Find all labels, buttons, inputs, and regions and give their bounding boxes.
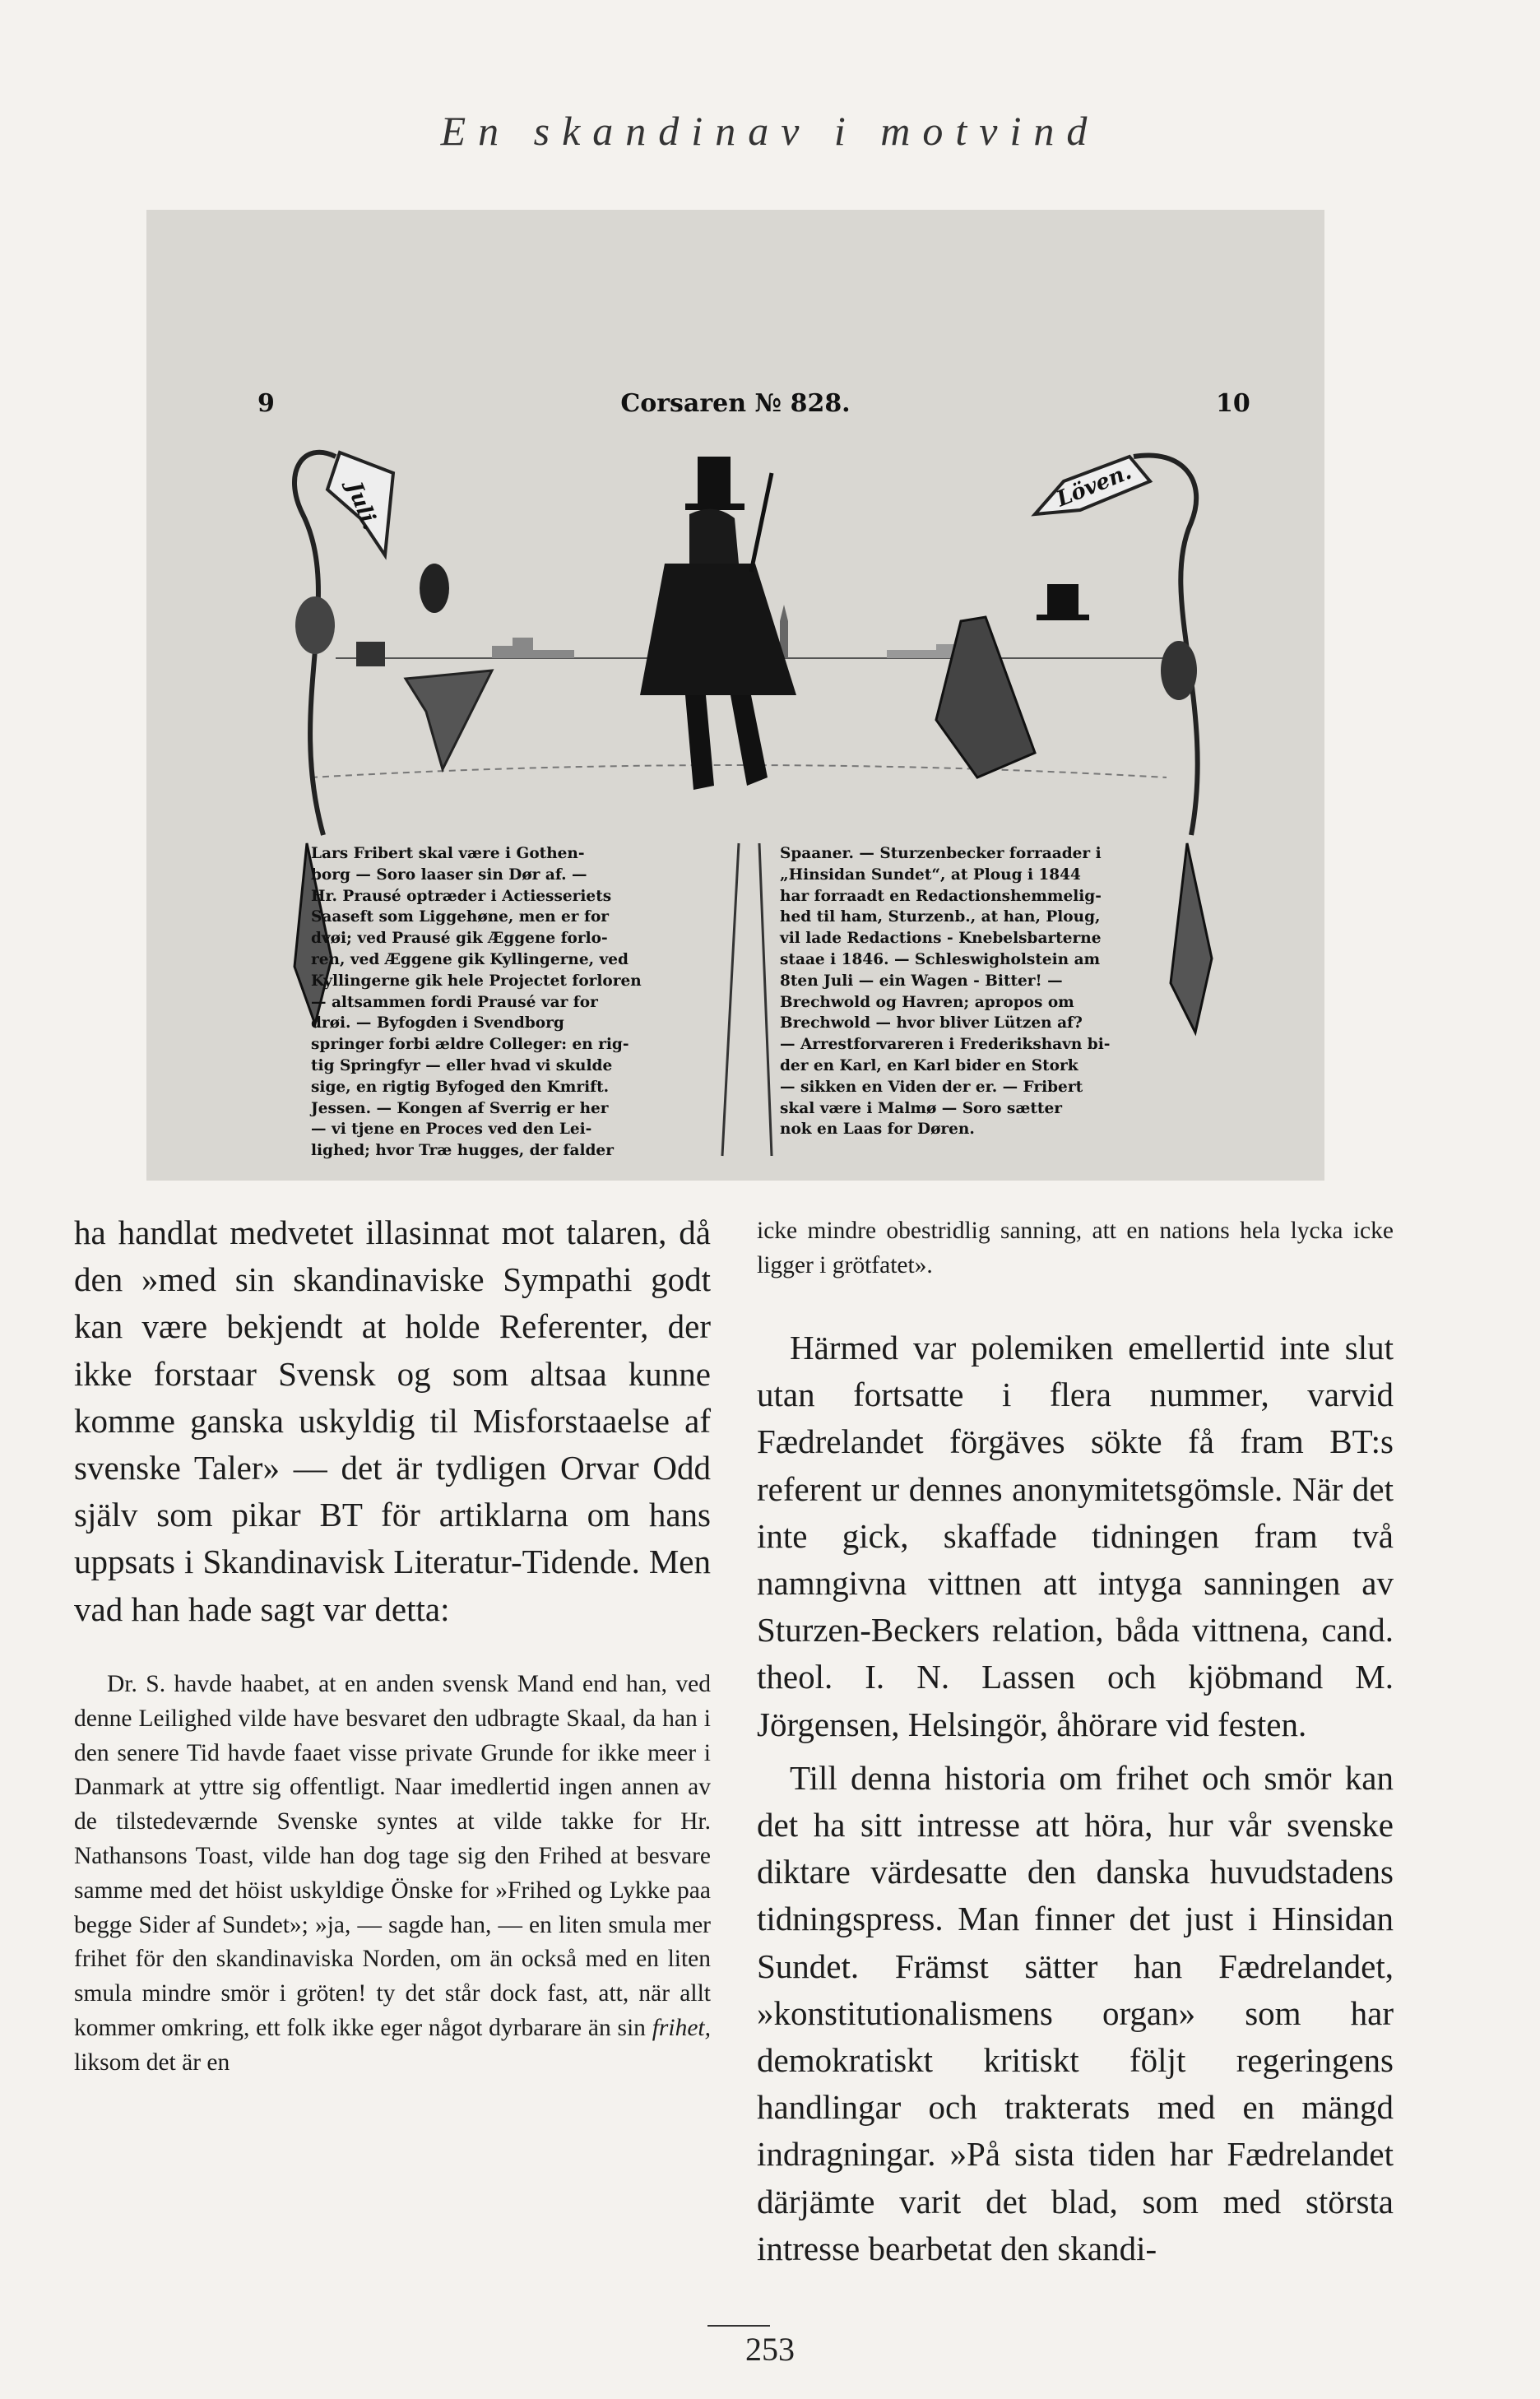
cartoon-line: Hr. Prausé optræder i Actiesseriets — [311, 887, 612, 905]
cartoon-text-left — [311, 843, 706, 1162]
left-column-paragraph — [74, 1209, 711, 1633]
paragraph-2: Härmed var polemiken emellertid inte slut utan fortsatte i flera nummer, varvid Fædrelandet förgäves sökte få fram BT:s referent ur dennes anonymitetsgömsle. När det inte gick, skaffade tidningen fram två namngivna vittnen att intyga sanningen av Sturzen-Beckers relation, båda vittnena, cand. theol. I. N. Lassen och kjöbmand M. Jörgensen, Helsingör, åhörare vid festen. — [757, 1329, 1394, 1743]
cartoon-line: 8ten Juli — ein Wagen - Bitter! — — [780, 972, 1063, 990]
cartoon-line: skal være i Malmø — Soro sætter — [780, 1099, 1062, 1117]
right-top-hat — [1047, 584, 1078, 617]
page-number: 253 — [745, 2331, 795, 2368]
cartoon-line: drøi. — Byfogden i Svendborg — [311, 1014, 564, 1032]
cartoon-line: lighed; hvor Træ hugges, der falder — [311, 1142, 614, 1160]
left-cloak — [406, 671, 492, 769]
cartoon-line: hed til ham, Sturzenb., at han, Ploug, — [780, 908, 1101, 926]
cartoon-line: Brechwold og Havren; apropos om — [780, 993, 1074, 1011]
cartoon-line: dvøi; ved Prausé gik Æggene forlo- — [311, 930, 608, 948]
figure-top-hat — [698, 457, 731, 506]
cartoon-line: der en Karl, en Karl bider en Stork — [780, 1056, 1078, 1074]
cartoon-line: vil lade Redactions - Knebelsbarterne — [780, 930, 1102, 948]
cartoon-line: borg — Soro laaser sin Dør af. — — [311, 865, 587, 884]
centre-divider-ornament — [722, 843, 772, 1156]
left-binoculars — [356, 642, 385, 666]
right-veil-cloth — [936, 617, 1035, 777]
quote-part-1: Dr. S. havde haabet, at en anden svensk Mand end han, ved denne Leilighed vilde have besvaret den udbragte Skaal, da han i den senere Tid havde faaet visse private Grunde for ikke meer i Danmark at yttre sig offentligt. Naar imedlertid ingen annen av de tilstedeværnde Svenske syntes at vilde takke for Hr. Nathansons Toast, vilde han dog tage sig den Frihed at besvare samme med det höist uskyldige Önske for »Frihed og Lykke paa begge Sider af Sundet»; »ja, — sagde han, — en liten smula mer frihet för den skandinaviska Norden, om än också med en liten smula mindre smör i gröten! ty det står dock fast, att, när allt kommer omkring, ett folk ikke eger något dyrbarare än sin — [74, 1671, 711, 2041]
figure-legs — [685, 695, 768, 790]
masthead-page-left: 9 — [257, 389, 275, 418]
masthead-title: Corsaren № 828. — [620, 389, 851, 418]
running-head: En skandinav i motvind — [440, 108, 1100, 154]
quote-italic-word: frihet, — [652, 2014, 711, 2041]
figure-coat — [640, 564, 796, 695]
right-umbrella — [1171, 843, 1212, 1032]
paragraph-3: Till denna historia om frihet och smör kan det ha sitt intresse att höra, hur vår svenske diktare värdesatte den danska huvudstadens tidningspress. Man finner det just i Hinsidan Sundet. Främst sätter han Fædrelandet, »konstitutionalismens organ» som har demokratiskt kritiskt följt regeringens handlingar och trakterats med en mängd indragningar. »På sista tiden har Fædrelandet därjämte varit det blad, som med största intresse bearbetat den skandi- — [757, 1758, 1394, 2267]
figure-hat-brim — [685, 503, 744, 510]
paragraph-1: ha handlat medvetet illasinnat mot talaren, då den »med sin skandinaviske Sympathi godt kan være bekjendt at holde Referenter, der ikke forstaar Svensk og som altsaa kunne komme ganska uskyldig til Misforstaaelse af svenske Taler» — det är tydligen Orvar Odd själv som pikar BT för artiklarna om hans uppsats i Skandinavisk Literatur-Tidende. Men vad han hade sagt var detta: — [74, 1213, 711, 1628]
cartoon-line: Lars Fribert skal være i Gothen- — [311, 845, 585, 862]
cartoon-line: Spaaner. — Sturzenbecker forraader i — [780, 845, 1102, 862]
left-banner-label: Juli. — [341, 478, 383, 534]
cartoon-line: — sikken en Viden der er. — Fribert — [780, 1078, 1083, 1096]
block-quote — [74, 1668, 711, 2081]
right-column-paragraphs — [757, 1325, 1394, 2272]
cartoon-line: Brechwold — hvor bliver Lützen af? — [780, 1014, 1083, 1032]
left-bell-flower — [420, 564, 449, 613]
cartoon-line: nok en Laas for Døren. — [780, 1121, 975, 1139]
ground-shadow — [311, 765, 1167, 777]
right-bonnet — [1161, 641, 1197, 700]
cartoon-line: — Arrestforvareren i Frederikshavn bi- — [780, 1036, 1111, 1054]
masthead-page-right: 10 — [1216, 389, 1250, 418]
cartoon-line: „Hinsidan Sundet“, at Ploug i 1844 — [780, 865, 1081, 884]
cartoon-line: Jessen. — Kongen af Sverrig er her — [311, 1099, 609, 1117]
quote-part-2: liksom det är en — [74, 2049, 230, 2076]
right-hat-brim — [1037, 615, 1089, 620]
cartoon-line: — vi tjene en Proces ved den Lei- — [311, 1121, 592, 1139]
cartoon-line: springer forbi ældre Colleger: en rig- — [311, 1036, 629, 1054]
left-bonnet — [295, 596, 335, 654]
right-banner-label: Löven. — [1053, 459, 1135, 513]
town-silhouette — [492, 638, 574, 658]
page-number-rule — [707, 2325, 770, 2327]
cartoon-line: staae i 1846. — Schleswigholstein am — [780, 950, 1101, 968]
figure-head-hair — [689, 509, 739, 570]
cartoon-line: — altsammen fordi Prausé var for — [311, 993, 598, 1011]
cartoon-line: Saaseft som Liggehøne, men er for — [311, 908, 610, 926]
cartoon-text-right — [780, 843, 1167, 1140]
quote-continuation — [757, 1214, 1394, 1283]
quote-cont-text: icke mindre obestridlig sanning, att en nations hela lycka icke ligger i grötfatet». — [757, 1218, 1394, 1278]
cartoon-line: tig Springfyr — eller hvad vi skulde — [311, 1056, 613, 1074]
figure-staff — [751, 473, 772, 572]
cartoon-line: ren, ved Æggene gik Kyllingerne, ved — [311, 950, 629, 968]
quote-text — [74, 1668, 711, 2081]
cartoon-line: Kyllingerne gik hele Projectet forloren — [311, 972, 642, 990]
cartoon-line: har forraadt en Redactionshemmelig- — [780, 887, 1102, 905]
corsaren-illustration — [146, 210, 1324, 1181]
cartoon-line: sige, en rigtig Byfoged den Kmrift. — [311, 1078, 610, 1096]
